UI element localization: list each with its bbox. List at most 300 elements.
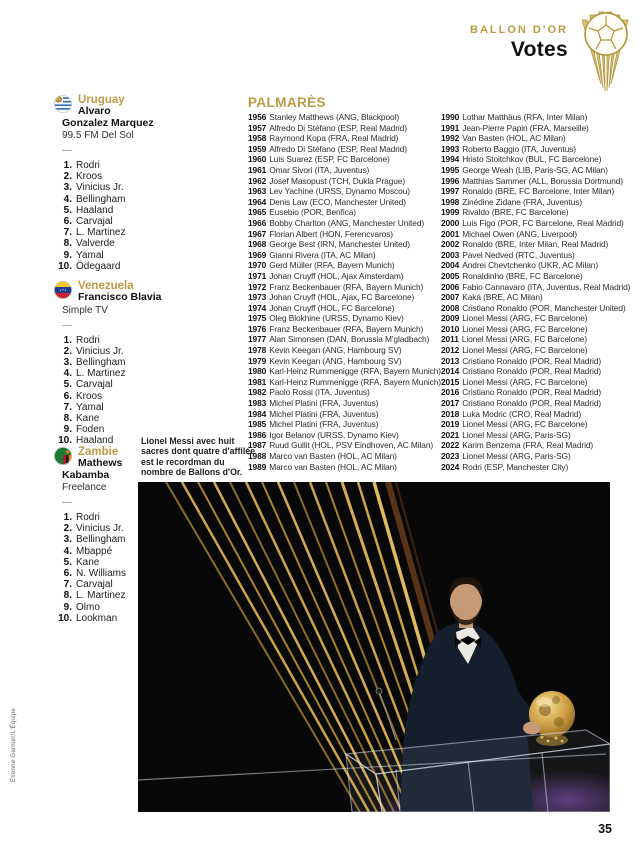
palmares-row [248,356,444,367]
palmares-winner: Cristiano Ronaldo (POR, Real Madrid) [462,355,602,366]
palmares-row [248,154,444,165]
palmares-row [441,154,637,165]
palmares-winner: Denis Law (ECO, Manchester United) [269,196,406,207]
messi-hand [523,722,541,735]
vote-row [54,160,166,171]
palmares-winner: Rivaldo (BRE, FC Barcelone) [462,207,569,218]
vote-rank: 7. [63,227,72,239]
palmares-row [441,260,637,271]
palmares-winner: Marco van Basten (HOL, AC Milan) [269,461,397,472]
palmares-row [248,239,444,250]
palmares-row [248,366,444,377]
palmares-winner: Kevin Keegan (ANG, Hambourg SV) [269,345,402,356]
ballon-dor-trophy-icon [578,8,632,92]
vote-rank: 9. [63,424,72,436]
vote-rank: 8. [63,590,72,602]
vote-player: Kane [76,556,100,568]
palmares-row [248,377,444,388]
page-title: Votes [510,38,568,61]
palmares-year: 1988 [248,451,267,461]
palmares-row [248,292,444,303]
palmares-year: 2006 [441,281,460,292]
palmares-winner: Alan Simonsen (DAN, Borussia M'gladbach) [269,334,430,345]
palmares-winner: Lionel Messi (ARG, FC Barcelone) [461,334,588,345]
voter-name: Alvaro [78,105,111,117]
palmares-row [441,218,637,229]
vote-rank: 6. [63,568,72,580]
palmares-row [441,377,637,388]
vote-row [54,250,166,261]
vote-player: Olmo [76,601,100,613]
palmares-winner: Cristiano Ronaldo (POR, Manchester United) [462,302,626,313]
palmares-row [441,271,637,282]
palmares-winner: Cristiano Ronaldo (POR, Real Madrid) [462,366,602,377]
vote-row [54,402,166,413]
palmares-year: 1979 [248,355,267,366]
palmares-winner: Kevin Keegan (ANG, Hambourg SV) [269,355,402,366]
vote-row [54,216,166,227]
vote-rank: 2. [63,523,72,535]
palmares-row [441,144,637,155]
palmares-row [248,387,444,398]
vote-rank: 3. [63,534,72,546]
palmares-row [441,239,637,250]
photo-caption: Lionel Messi avec huit sacres dont quatre d'affilée est le recordman du nombre de Ballons d'Or. [141,436,256,478]
palmares-winner: Fabio Cannavaro (ITA, Juventus, Real Madrid) [462,281,631,292]
palmares-winner: Andrei Chevtchenko (UKR, AC Milan) [462,260,599,271]
palmares-year: 1981 [248,376,267,387]
vote-row [54,205,166,216]
palmares-winner: Lothar Matthäus (RFA, Inter Milan) [462,112,588,122]
vote-rank: 10. [58,612,72,624]
palmares-row [441,123,637,134]
palmares-winner: Ruud Gullit (HOL, PSV Eindhoven, AC Milan) [269,440,434,451]
palmares-winner: Luis Suarez (ESP, FC Barcelone) [269,154,390,165]
vote-player: L. Martinez [76,227,126,239]
palmares-column-1990-2024 [441,112,637,472]
vote-player: Carvajal [76,216,113,228]
palmares-winner: Johan Cruyff (HOL, Ajax Amsterdam) [269,270,404,281]
palmares-row [248,271,444,282]
palmares-row [441,112,637,123]
vote-player: Lookman [76,612,118,624]
voter-block-uruguay [54,94,166,272]
palmares-winner: Omar Sivori (ITA, Juventus) [269,164,370,175]
palmares-year: 1984 [248,408,267,419]
vote-player: Bellingham [76,356,126,368]
palmares-row [441,345,637,356]
palmares-winner: Luka Modric (CRO, Real Madrid) [462,408,582,419]
palmares-winner: Johan Cruyff (HOL, FC Barcelone) [269,302,395,313]
uruguay-flag-icon [54,95,72,113]
zambia-flag-icon [54,447,72,465]
voter-country: Zambie [78,446,119,458]
palmares-year: 1957 [248,122,267,133]
palmares-year: 1994 [441,154,460,165]
palmares-year: 1958 [248,133,267,144]
palmares-winner: Johan Cruyff (HOL, Ajax, FC Barcelone) [269,292,415,303]
palmares-year: 2018 [441,408,460,419]
palmares-winner: Ronaldo (BRE, Inter Milan, Real Madrid) [462,239,609,250]
palmares-year: 1968 [248,239,267,250]
vote-player: L. Martinez [76,590,126,602]
palmares-winner: Lionel Messi (ARG, FC Barcelone) [462,313,588,324]
vote-player: Rodri [76,512,100,523]
page-number: 35 [598,822,612,836]
palmares-year: 1980 [248,366,267,377]
palmares-row [248,133,444,144]
palmares-row [441,292,637,303]
page-header [470,24,568,62]
palmares-year: 1976 [248,323,267,334]
palmares-winner: Zinédine Zidane (FRA, Juventus) [462,196,583,207]
palmares-winner: Lev Yachine (URSS, Dynamo Moscou) [269,186,410,197]
palmares-row [248,176,444,187]
palmares-winner: Paolo Rossi (ITA, Juventus) [269,387,370,398]
palmares-row [248,345,444,356]
palmares-year: 1995 [441,164,460,175]
vote-rank: 9. [63,601,72,613]
vote-rank: 6. [63,216,72,228]
vote-rank: 10. [58,435,72,447]
palmares-winner: Lionel Messi (ARG, Paris-SG) [462,429,571,440]
palmares-row [441,229,637,240]
vote-rank: 2. [63,171,72,183]
vote-rank: 2. [63,345,72,357]
palmares-winner: Oleg Blokhine (URSS, Dynamo Kiev) [269,313,404,324]
palmares-year: 1964 [248,196,267,207]
vote-row [54,261,166,272]
palmares-year: 2016 [441,387,460,398]
vote-rank: 5. [63,556,72,568]
palmares-year: 1992 [441,133,460,144]
palmares-row [441,409,637,420]
palmares-year: 1997 [441,186,460,197]
palmares-winner: Rodri (ESP, Manchester City) [462,461,569,472]
palmares-row [248,218,444,229]
palmares-year: 2019 [441,419,460,430]
vote-list [54,160,166,272]
palmares-year: 1969 [248,249,267,260]
separator: — [62,145,72,156]
palmares-year: 1960 [248,154,267,165]
venezuela-flag-icon [54,281,72,299]
vote-player: Foden [76,424,105,436]
palmares-winner: Lionel Messi (ARG, FC Barcelone) [462,323,588,334]
palmares-winner: Igor Belanov (URSS, Dynamo Kiev) [269,429,399,440]
palmares-year: 1998 [441,196,460,207]
palmares-winner: Michel Platini (FRA, Juventus) [269,408,379,419]
voter-name: Mathews [78,457,123,469]
palmares-winner: Bobby Charlton (ANG, Manchester United) [269,217,425,228]
palmares-year: 2014 [441,366,460,377]
palmares-row [441,366,637,377]
vote-rank: 1. [63,160,72,171]
vote-player: Valverde [76,238,115,250]
palmares-row [248,186,444,197]
palmares-year: 1983 [248,398,267,409]
vote-player: Kroos [76,171,103,183]
palmares-winner: Jean-Pierre Papin (FRA, Marseille) [462,122,589,133]
separator: — [62,497,72,508]
palmares-year: 2010 [441,323,460,334]
palmares-row [441,186,637,197]
palmares-row [441,133,637,144]
palmares-winner: Karim Benzema (FRA, Real Madrid) [462,440,594,451]
palmares-year: 1973 [248,292,267,303]
vote-player: Ödegaard [76,260,121,272]
vote-player: Haaland [76,204,114,216]
vote-rank: 8. [63,412,72,424]
palmares-row [248,313,444,324]
palmares-row [248,462,444,473]
vote-rank: 1. [63,512,72,523]
vote-rank: 9. [63,249,72,261]
palmares-year: 1985 [248,419,267,430]
palmares-row [441,197,637,208]
palmares-year: 2009 [441,313,460,324]
vote-row [54,346,166,357]
vote-row [54,368,166,379]
palmares-row [248,303,444,314]
palmares-row [248,123,444,134]
vote-rank: 5. [63,379,72,391]
vote-row [54,238,166,249]
palmares-row [441,387,637,398]
palmares-title: PALMARÈS [248,95,326,110]
vote-rank: 8. [63,238,72,250]
palmares-winner: Luis Figo (POR, FC Barcelone, Real Madrid) [462,217,624,228]
palmares-year: 2015 [441,376,460,387]
palmares-year: 1965 [248,207,267,218]
palmares-year: 1982 [248,387,267,398]
voter-name-line2: Kabamba [62,468,110,481]
palmares-winner: Franz Beckenbauer (RFA, Bayern Munich) [269,281,424,292]
vote-rank: 7. [63,579,72,591]
voter-media: Simple TV [62,304,108,316]
palmares-year: 2008 [441,302,460,313]
palmares-winner: Florian Albert (HON, Ferencvaros) [269,228,393,239]
voter-name-line2: Gonzalez Marquez [62,116,154,129]
vote-rank: 4. [63,193,72,205]
vote-row [54,194,166,205]
palmares-year: 1975 [248,313,267,324]
vote-player: Yamal [76,249,104,261]
palmares-winner: Lionel Messi (ARG, FC Barcelone) [462,419,588,430]
palmares-winner: George Best (IRN, Manchester United) [269,239,410,250]
palmares-year: 2013 [441,355,460,366]
palmares-winner: Michel Platini (FRA, Juventus) [269,419,379,430]
palmares-year: 2024 [441,461,460,472]
vote-player: N. Williams [76,568,126,580]
palmares-year: 2022 [441,440,460,451]
vote-rank: 6. [63,390,72,402]
vote-row [54,171,166,182]
palmares-row [441,451,637,462]
palmares-row [248,250,444,261]
palmares-year: 1993 [441,143,460,154]
palmares-row [441,334,637,345]
palmares-year: 1977 [248,334,267,345]
palmares-year: 2001 [441,228,460,239]
palmares-winner: Karl-Heinz Rummenigge (RFA, Bayern Munich) [269,366,441,377]
palmares-row [248,207,444,218]
voter-country: Venezuela [78,280,134,292]
palmares-row [248,144,444,155]
vote-rank: 4. [63,545,72,557]
palmares-winner: Cristiano Ronaldo (POR, Real Madrid) [462,398,602,409]
photo-credit: Étienne Garnier/L'Équipe [11,707,17,783]
palmares-year: 2017 [441,398,460,409]
vote-player: Kane [76,412,100,424]
vote-row [54,182,166,193]
palmares-winner: Kaká (BRE, AC Milan) [462,292,543,303]
vote-row [54,357,166,368]
palmares-year: 2021 [441,429,460,440]
palmares-row [248,282,444,293]
voter-country: Uruguay [78,94,125,106]
palmares-winner: Hristo Stoitchkov (BUL, FC Barcelone) [462,154,602,165]
palmares-row [248,419,444,430]
palmares-winner: Marco van Basten (HOL, AC Milan) [269,451,397,461]
vote-player: Vinicius Jr. [76,523,124,535]
palmares-winner: Matthias Sammer (ALL, Borussia Dortmund) [462,175,623,186]
palmares-winner: Alfredo Di Stéfano (ESP, Real Madrid) [269,143,407,154]
palmares-year: 1996 [441,175,460,186]
vote-row [54,413,166,424]
palmares-row [441,207,637,218]
palmares-year: 1963 [248,186,267,197]
palmares-year: 1987 [248,440,267,451]
palmares-winner: Lionel Messi (ARG, Paris-SG) [462,451,571,461]
palmares-year: 2003 [441,249,460,260]
vote-player: Vinicius Jr. [76,345,124,357]
palmares-row [248,409,444,420]
vote-player: Yamal [76,401,104,413]
vote-row [54,424,166,435]
palmares-row [441,324,637,335]
palmares-row [248,398,444,409]
palmares-winner: Karl-Heinz Rummenigge (RFA, Bayern Munich) [269,376,441,387]
vote-row [54,227,166,238]
photo-illustration [138,482,610,812]
palmares-winner: Lionel Messi (ARG, FC Barcelone) [462,345,588,356]
palmares-row [248,165,444,176]
vote-rank: 3. [63,356,72,368]
vote-player: Rodri [76,160,100,171]
palmares-year: 1970 [248,260,267,271]
palmares-year: 1967 [248,228,267,239]
palmares-winner: Alfredo Di Stéfano (ESP, Real Madrid) [269,122,407,133]
palmares-row [248,112,444,123]
palmares-year: 1959 [248,143,267,154]
vote-player: Kroos [76,390,103,402]
palmares-winner: Pavel Nedved (RTC, Juventus) [462,249,575,260]
palmares-year: 1986 [248,429,267,440]
vote-row [54,391,166,402]
palmares-winner: Roberto Baggio (ITA, Juventus) [462,143,576,154]
palmares-row [248,324,444,335]
palmares-row [248,229,444,240]
vote-rank: 1. [63,334,72,346]
palmares-year: 1989 [248,461,267,472]
palmares-winner: Gerd Müller (RFA, Bayern Munich) [269,260,395,271]
palmares-year: 2002 [441,239,460,250]
palmares-winner: Eusebio (POR, Benfica) [269,207,356,218]
palmares-row [441,176,637,187]
vote-player: Carvajal [76,579,113,591]
palmares-year: 1962 [248,175,267,186]
vote-rank: 3. [63,182,72,194]
palmares-winner: Josef Masopust (TCH, Dukla Prague) [269,175,406,186]
palmares-year: 2005 [441,270,460,281]
vote-row [54,335,166,346]
palmares-row [248,260,444,271]
palmares-winner: Lionel Messi (ARG, FC Barcelone) [462,376,588,387]
vote-player: Bellingham [76,193,126,205]
palmares-winner: Stanley Matthews (ANG, Blackpool) [269,112,400,122]
palmares-row [441,282,637,293]
section-kicker: BALLON D'OR [470,24,568,36]
palmares-year: 1966 [248,217,267,228]
palmares-row [248,430,444,441]
vote-player: Rodri [76,334,100,346]
palmares-winner: Ronaldo (BRE, FC Barcelone, Inter Milan) [462,186,615,197]
palmares-year: 2012 [441,345,460,356]
palmares-year: 2007 [441,292,460,303]
palmares-row [441,165,637,176]
palmares-winner: Michel Platini (FRA, Juventus) [269,398,379,409]
palmares-year: 2004 [441,260,460,271]
vote-player: Mbappé [76,545,113,557]
palmares-year: 2011 [441,334,459,345]
voter-name: Francisco Blavia [78,291,162,303]
palmares-year: 1990 [441,112,460,122]
palmares-row [441,303,637,314]
palmares-row [248,451,444,462]
palmares-year: 1978 [248,345,267,356]
palmares-winner: Cristiano Ronaldo (POR, Real Madrid) [462,387,602,398]
palmares-row [441,313,637,324]
palmares-row [248,197,444,208]
palmares-winner: Franz Beckenbauer (RFA, Bayern Munich) [269,323,424,334]
palmares-row [441,430,637,441]
vote-player: Haaland [76,435,114,447]
palmares-winner: Van Basten (HOL, AC Milan) [462,133,566,144]
palmares-winner: George Weah (LIB, Paris-SG, AC Milan) [462,164,608,175]
palmares-column-1956-1989 [248,112,444,472]
palmares-year: 1961 [248,164,267,175]
vote-player: Vinicius Jr. [76,182,124,194]
palmares-row [441,356,637,367]
voter-media: Freelance [62,482,107,493]
vote-list [54,335,166,447]
palmares-winner: Raymond Kopa (FRA, Real Madrid) [269,133,399,144]
palmares-year: 2000 [441,217,460,228]
voter-media: 99.5 FM Del Sol [62,130,134,141]
vote-player: Bellingham [76,534,126,546]
vote-row [54,379,166,390]
palmares-year: 1991 [441,122,460,133]
vote-rank: 5. [63,204,72,216]
vote-rank: 7. [63,401,72,413]
vote-player: Carvajal [76,379,113,391]
palmares-year: 2023 [441,451,460,461]
palmares-row [441,250,637,261]
palmares-row [441,462,637,473]
palmares-row [248,334,444,345]
separator: — [62,319,72,331]
